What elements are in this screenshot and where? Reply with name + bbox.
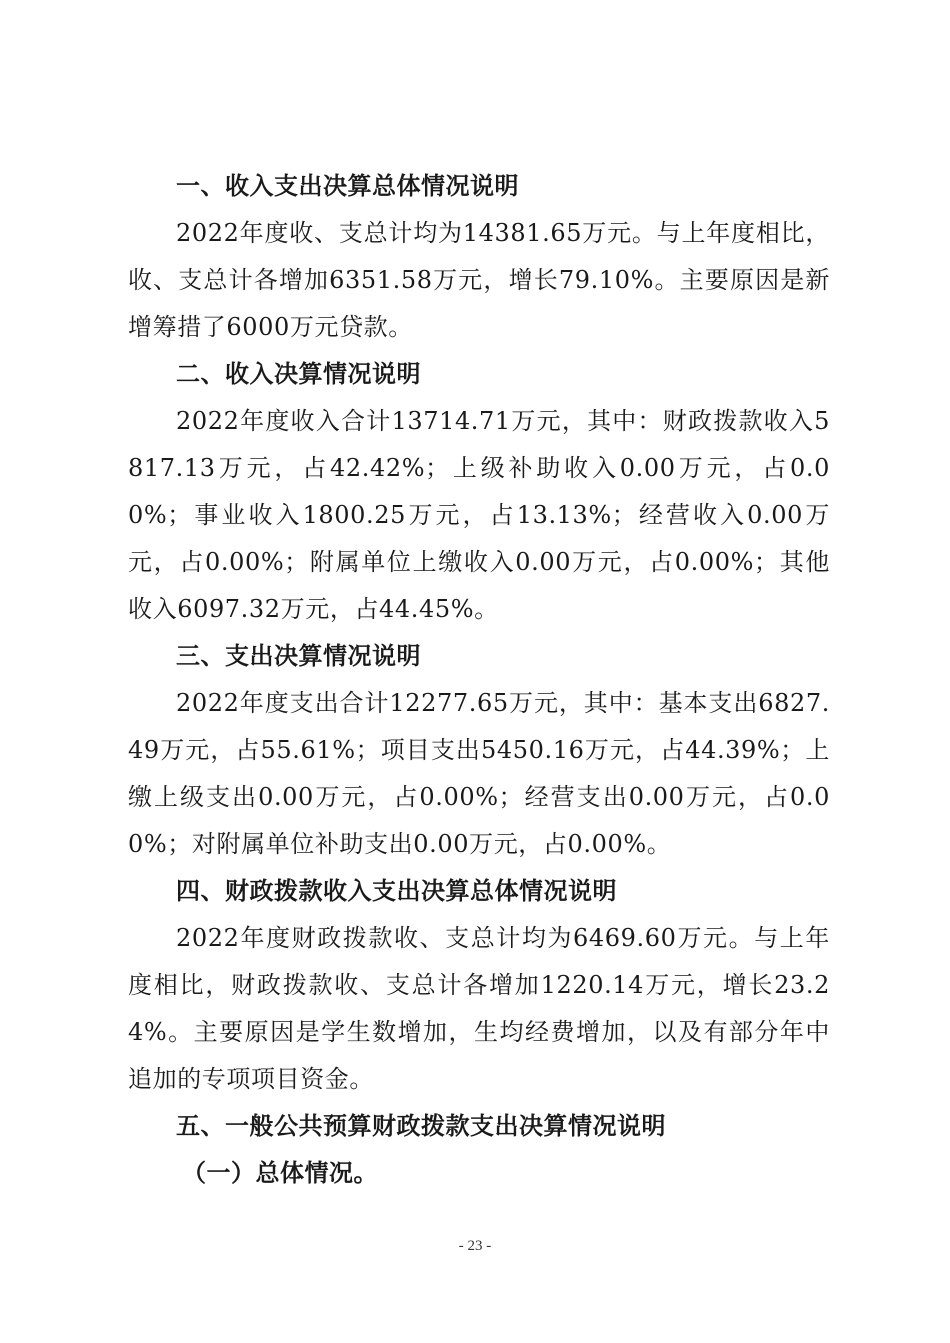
- page-number: - 23 -: [458, 1238, 492, 1254]
- section-paragraph-3: 2022年度支出合计12277.65万元，其中：基本支出6827.49万元，占55.61%；项目支出5450.16万元，占44.39%；上缴上级支出0.00万元，占0.00%；经营支出0.00万元，占0.00%；对附属单位补助支出0.00万元，占0.00%。: [128, 689, 830, 858]
- section-paragraph-2: 2022年度收入合计13714.71万元，其中：财政拨款收入5817.13万元，占42.42%；上级补助收入0.00万元，占0.00%；事业收入1800.25万元，占13.13%；经营收入0.00万元，占0.00%；附属单位上缴收入0.00万元，占0.00%；其他收入6097.32万元，占44.45%。: [128, 407, 830, 623]
- section-heading-1: 一、收入支出决算总体情况说明: [176, 172, 519, 200]
- section-paragraph-4: 2022年度财政拨款收、支总计均为6469.60万元。与上年度相比，财政拨款收、支总计各增加1220.14万元，增长23.24%。主要原因是学生数增加，生均经费增加，以及有部分年中追加的专项项目资金。: [128, 924, 830, 1093]
- document-body: [128, 163, 830, 1197]
- section-heading-2: 二、收入决算情况说明: [176, 360, 421, 388]
- section-heading-5: 五、一般公共预算财政拨款支出决算情况说明: [176, 1112, 666, 1140]
- section-heading-3: 三、支出决算情况说明: [176, 642, 421, 670]
- section-paragraph-1: 2022年度收、支总计均为14381.65万元。与上年度相比，收、支总计各增加6351.58万元，增长79.10%。主要原因是新增筹措了6000万元贷款。: [128, 219, 830, 341]
- subsection-heading-5-1: （一）总体情况。: [182, 1159, 378, 1187]
- section-heading-4: 四、财政拨款收入支出决算总体情况说明: [176, 877, 617, 905]
